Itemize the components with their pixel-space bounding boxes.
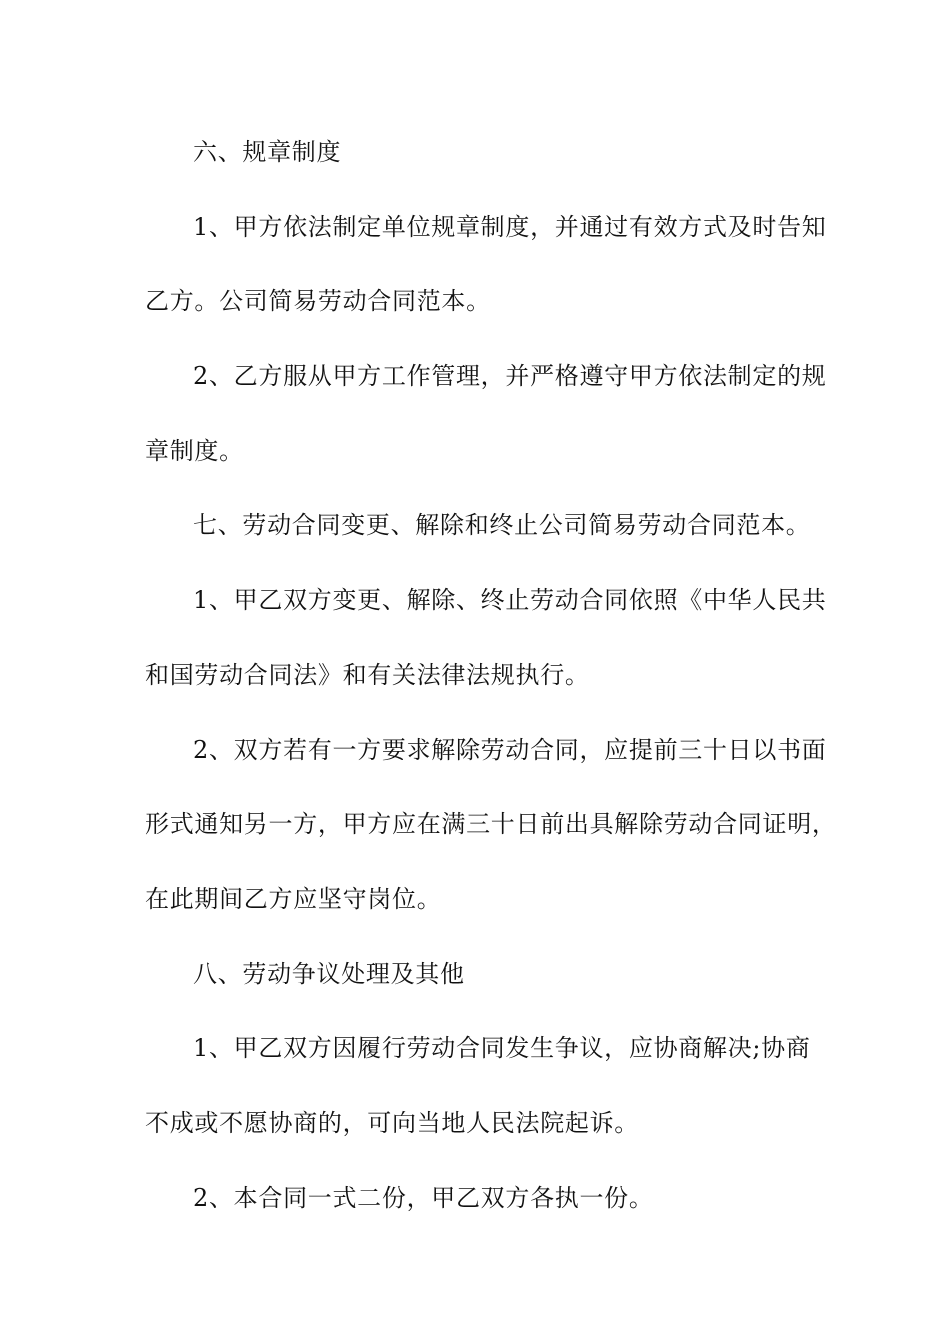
section-heading-six: 六、规章制度 — [193, 138, 342, 166]
paragraph-line: 2、本合同一式二份，甲乙双方各执一份。 — [193, 1183, 654, 1212]
paragraph-line: 2、双方若有一方要求解除劳动合同，应提前三十日以书面 — [193, 735, 827, 764]
paragraph-line: 1、甲乙双方因履行劳动合同发生争议，应协商解决;协商 — [193, 1034, 811, 1063]
document-body — [145, 120, 837, 1240]
paragraph-line: 在此期间乙方应坚守岗位。 — [145, 884, 442, 913]
paragraph-line: 1、甲方依法制定单位规章制度，并通过有效方式及时告知 — [193, 212, 827, 241]
section-heading-eight: 八、劳动争议处理及其他 — [193, 959, 465, 988]
paragraph-line: 1、甲乙双方变更、解除、终止劳动合同依照《中华人民共 — [193, 586, 827, 615]
paragraph-line: 形式通知另一方，甲方应在满三十日前出具解除劳动合同证明， — [145, 810, 837, 839]
paragraph-line: 章制度。 — [145, 436, 244, 465]
section-heading-seven: 七、劳动合同变更、解除和终止公司简易劳动合同范本。 — [193, 511, 811, 540]
paragraph-line: 和国劳动合同法》和有关法律法规执行。 — [145, 660, 590, 689]
paragraph-line: 乙方。公司简易劳动合同范本。 — [145, 287, 491, 316]
paragraph-line: 不成或不愿协商的，可向当地人民法院起诉。 — [145, 1108, 639, 1137]
paragraph-line: 2、乙方服从甲方工作管理，并严格遵守甲方依法制定的规 — [193, 362, 827, 391]
